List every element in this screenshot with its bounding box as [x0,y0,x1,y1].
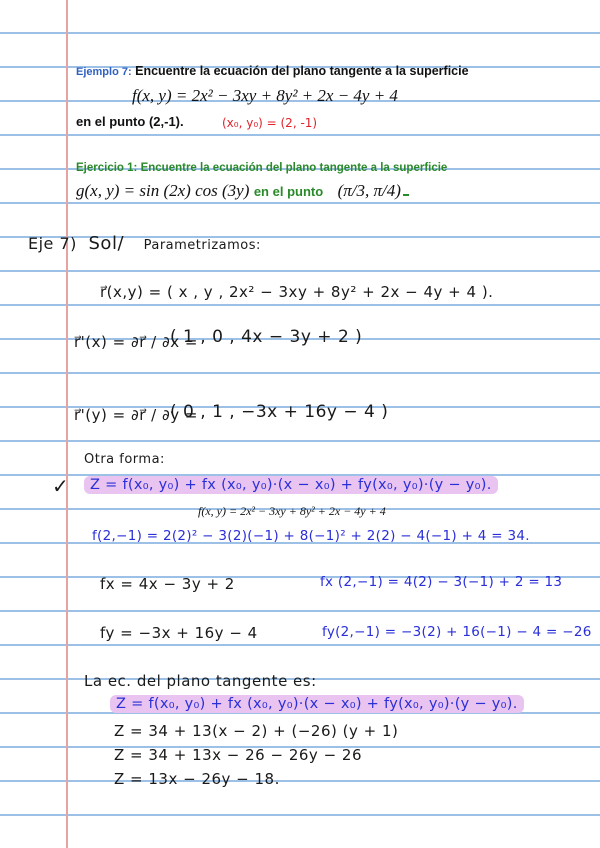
ejercicio1-heading [76,162,447,174]
ejercicio1-point-label: en el punto [253,184,324,199]
f-at-point: f(2,−1) = 2(2)² − 3(2)(−1) + 8(−1)² + 2(2) − 4(−1) + 4 = 34. [92,528,530,544]
ejemplo7-function: f(x, y) = 2x² − 3xy + 8y² + 2x − 4y + 4 [132,86,398,105]
z-substituted: Z = 34 + 13(x − 2) + (−26) (y + 1) [114,722,399,740]
r-vector-equation: r⃗(x,y) = ( x , y , 2x² − 3xy + 8y² + 2x − 4y + 4 ). [100,283,494,301]
conclusion-label: La ec. del plano tangente es: [84,672,317,690]
param-label: Parametrizamos: [143,238,261,253]
green-underline-mark [403,193,409,196]
ejercicio1-label: Ejercicio 1: [76,162,138,174]
ejercicio1-line [76,181,409,201]
ejemplo7-label: Ejemplo 7: [76,66,132,78]
rx-vector: ( 1 , 0 , 4x − 3y + 2 ) [170,327,363,347]
ry-lhs: r⃗'(y) = ∂r⃗ / ∂y = [74,406,198,424]
ejemplo7-point: en el punto (2,-1). [76,114,184,129]
fx-expression: fx = 4x − 3y + 2 [100,575,235,593]
tangent-plane-formula: Z = f(x₀, y₀) + fx (x₀, y₀)·(x − x₀) + fy(x₀, y₀)·(y − y₀). [84,476,498,494]
ejemplo7-statement: Encuentre la ecuación del plano tangente a la superficie [135,64,469,78]
ejercicio1-function: g(x, y) = sin (2x) cos (3y) [76,181,250,200]
otra-forma-label: Otra forma: [84,452,165,467]
ejercicio1-statement: Encuentre la ecuación del plano tangente a la superficie [140,162,448,174]
rx-lhs: r⃗'(x) = ∂r⃗ / ∂x = [74,333,198,351]
solution-header [28,233,261,254]
exercise-tag: Eje 7) [28,234,77,253]
z-final: Z = 13x − 26y − 18. [114,770,280,788]
ejemplo7-heading [76,64,469,78]
fy-expression: fy = −3x + 16y − 4 [100,624,258,642]
ejemplo7-point-annotation: (x₀, y₀) = (2, -1) [222,116,318,130]
printed-f-reminder: f(x, y) = 2x² − 3xy + 8y² + 2x − 4y + 4 [198,504,386,518]
ry-vector: ( 0 , 1 , −3x + 16y − 4 ) [170,402,389,422]
sol-label: Sol/ [88,233,125,254]
fx-at-point: fx (2,−1) = 4(2) − 3(−1) + 2 = 13 [320,574,563,590]
check-mark-icon: ✓ [52,474,70,498]
fy-at-point: fy(2,−1) = −3(2) + 16(−1) − 4 = −26 [322,624,592,640]
tangent-plane-formula-2: Z = f(x₀, y₀) + fx (x₀, y₀)·(x − x₀) + fy(x₀, y₀)·(y − y₀). [110,695,524,713]
z-expanded: Z = 34 + 13x − 26 − 26y − 26 [114,746,362,764]
ejercicio1-point: (π/3, π/4) [337,181,401,200]
